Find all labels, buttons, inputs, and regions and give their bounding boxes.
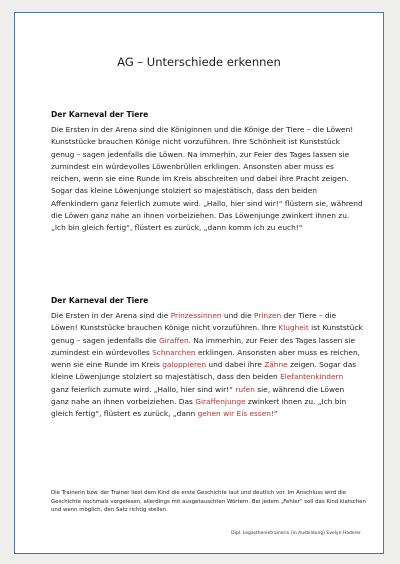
text-segment: . Na immerhin, zur Feier des Tages lassen sie zumindest ein würdevolles bbox=[51, 335, 356, 357]
text-segment: zeigen. Sogar das kleine Löwenjunge stolziert so majestätisch, dass den beiden bbox=[51, 360, 357, 382]
replaced-word: Giraffen bbox=[158, 335, 189, 345]
text-segment: ganz feierlich zumute wird. „Hallo, hier sind wir!“ bbox=[51, 384, 236, 394]
text-segment: der Tiere – die Löwen! Kunststücke brauchen Könige nicht vorzuführen. Ihre bbox=[51, 311, 337, 333]
text-segment: Die Ersten in der Arena sind die bbox=[51, 311, 171, 320]
replaced-word: Elefantenkindern bbox=[280, 372, 344, 382]
instructions-note: Die Trainerin bzw. der Trainer liest dem Kind die erste Geschichte laut und deutlich vor. Im Anschluss wird die Geschichte nochmals vorgelesen, allerdings mit ausgetauschten Wörtern. Bei jedem „Fehler“ soll das Kind klatschen und wenn möglich, den Satz richtig stellen. bbox=[51, 490, 366, 514]
text-segment: ist Kunststück genug – sagen jedenfalls die bbox=[51, 323, 363, 345]
text-segment: sie, während die Löwen ganz nahe an ihnen vorbeiziehen. Das bbox=[51, 384, 345, 407]
replaced-word: Schnarchen bbox=[152, 347, 196, 357]
author-signature: Dipl. Legasthenietrainerin (in Ausbildung) Evelyn Haderer bbox=[231, 531, 361, 536]
replaced-word: gehen wir Eis essen! bbox=[197, 409, 274, 419]
story-1-text bbox=[51, 124, 363, 235]
worksheet-page bbox=[14, 12, 384, 554]
replaced-word: Prinzessinnen bbox=[170, 311, 222, 320]
text-segment: und dabei ihre bbox=[206, 360, 265, 370]
story-2-text bbox=[51, 310, 363, 421]
story-1-heading: Der Karneval der Tiere bbox=[51, 110, 149, 119]
page-title: AG – Unterschiede erkennen bbox=[117, 55, 281, 69]
replaced-word: galoppieren bbox=[162, 360, 207, 370]
text-segment: und die bbox=[221, 311, 254, 320]
story-2-heading: Der Karneval der Tiere bbox=[51, 296, 149, 305]
text-segment: Die Ersten in der Arena sind die Königinnen und die Könige der Tiere – die Löwen! Kunststücke brauchen Könige nicht vorzuführen. Ihre Schönheit ist Kunststück genug – sagen jedenfalls die Löwen. Na immerhin, zur Feier des Tages lassen sie zumindest ein würdevolles Löwenbrüllen erklingen. Ansonsten aber muss es reichen, wenn sie eine Runde im Kreis abschreiten und dabei ihre Pracht zeigen. Sogar das kleine Löwenjunge stolziert so majestätisch, dass den beiden Affenkindern ganz feierlich zumute wird. „Hallo, hier sind wir!“ flüstern sie, während die Löwen ganz nahe an ihnen vorbeiziehen. Das Löwenjunge zwinkert ihnen zu. „Ich bin gleich fertig“, flüstert es zurück, „dann komm ich zu euch!“ bbox=[51, 125, 363, 233]
replaced-word: Klugheit bbox=[278, 323, 309, 333]
replaced-word: Zähne bbox=[264, 360, 288, 370]
text-segment: erklingen. Ansonsten aber muss es reichen, wenn sie eine Runde im Kreis bbox=[51, 347, 361, 370]
replaced-word: Giraffenjunge bbox=[195, 397, 246, 407]
text-segment: zwinkert ihnen zu. „Ich bin gleich fertig“, flüstert es zurück, „dann bbox=[51, 397, 347, 419]
text-segment: “ bbox=[273, 409, 278, 419]
replaced-word: rufen bbox=[235, 384, 255, 394]
replaced-word: Prinzen bbox=[254, 311, 282, 320]
